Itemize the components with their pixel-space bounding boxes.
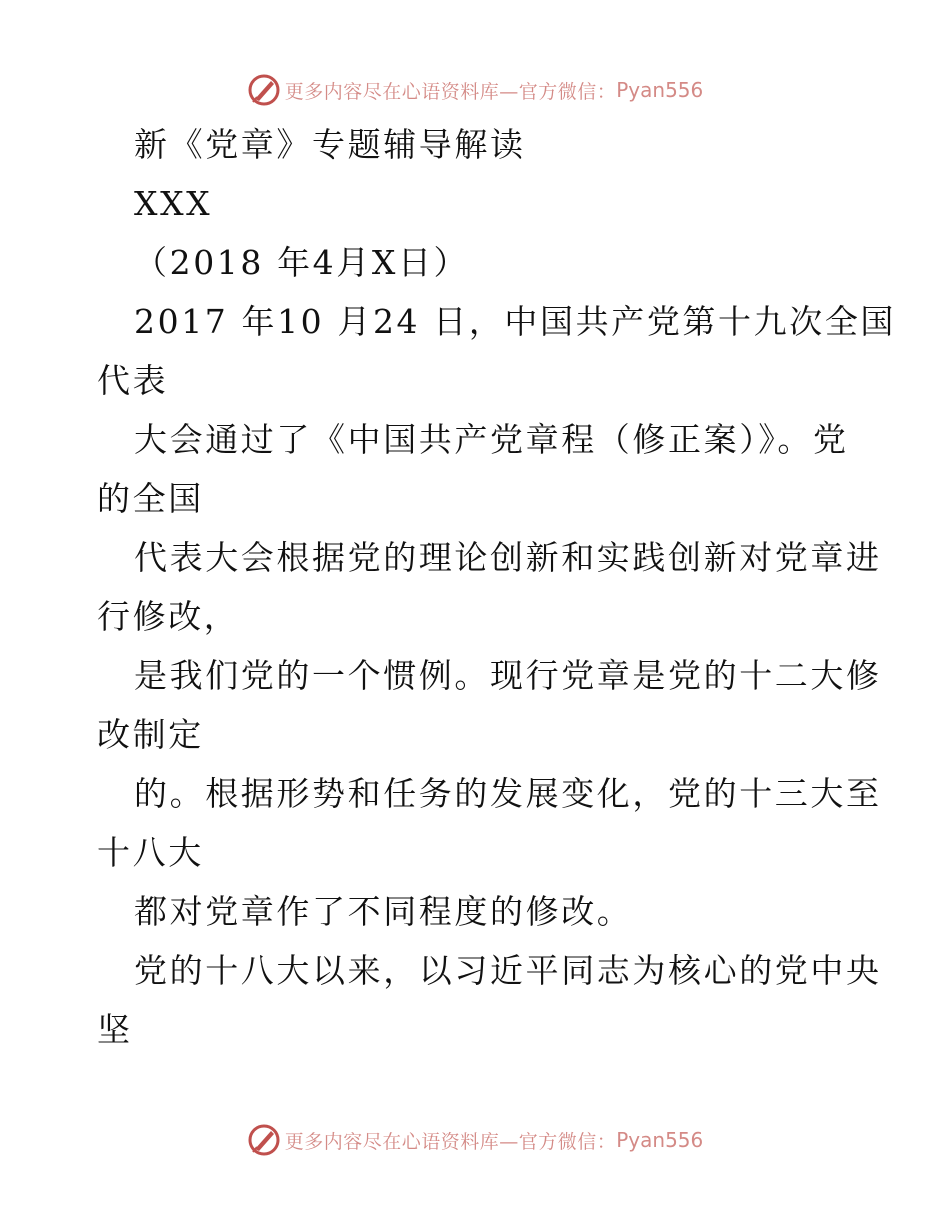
paragraph-line: 大会通过了《中国共产党章程（修正案）》。党 xyxy=(134,420,849,459)
paragraph-line: 是我们党的一个惯例。现行党章是党的十二大修 xyxy=(134,656,882,695)
paragraph-line: 改制定 xyxy=(97,715,204,754)
document-date: （2018 年4月X日） xyxy=(134,243,470,282)
paragraph-line: 坚 xyxy=(97,1010,133,1049)
quill-logo-icon xyxy=(247,1123,281,1157)
watermark-brand: Pyan556 xyxy=(616,1128,704,1152)
paragraph-line: 的。根据形势和任务的发展变化，党的十三大至 xyxy=(134,774,882,813)
paragraph-line: 都对党章作了不同程度的修改。 xyxy=(134,892,633,931)
footer-watermark xyxy=(0,1120,950,1160)
paragraph-line: 代表大会根据党的理论创新和实践创新对党章进 xyxy=(134,538,882,577)
paragraph-line: 代表 xyxy=(97,361,169,400)
quill-logo-icon xyxy=(247,73,281,107)
document-author: XXX xyxy=(134,184,213,223)
watermark-text: 更多内容尽在心语资料库—官方微信： xyxy=(284,1130,617,1153)
document-title: 新《党章》专题辅导解读 xyxy=(134,125,526,164)
paragraph-line: 2017 年10 月24 日，中国共产党第十九次全国 xyxy=(134,302,897,341)
watermark-text: 更多内容尽在心语资料库—官方微信： xyxy=(284,80,617,103)
watermark-brand: Pyan556 xyxy=(616,78,704,102)
paragraph-line: 党的十八大以来，以习近平同志为核心的党中央 xyxy=(134,951,882,990)
paragraph-line: 行修改， xyxy=(97,597,240,636)
paragraph-line: 十八大 xyxy=(97,833,204,872)
paragraph-line: 的全国 xyxy=(97,479,204,518)
header-watermark xyxy=(0,70,950,110)
